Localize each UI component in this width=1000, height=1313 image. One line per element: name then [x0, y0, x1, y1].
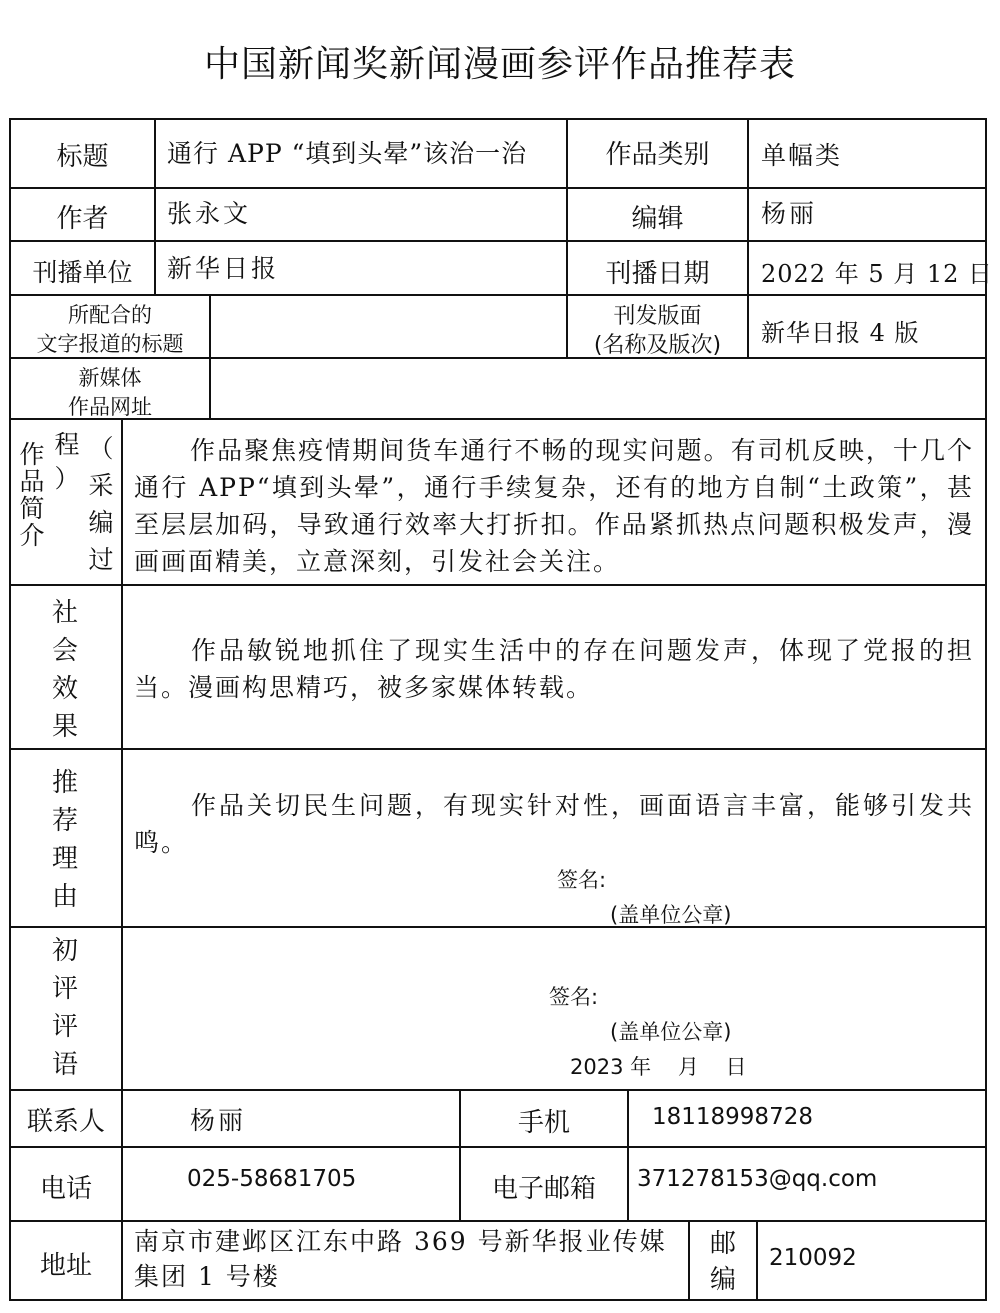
- value-editor: 杨丽: [761, 199, 818, 228]
- col-divider: [747, 118, 749, 357]
- row-divider: [9, 294, 987, 296]
- value-publisher: 新华日报: [167, 254, 280, 283]
- col-divider: [627, 1089, 629, 1220]
- col-divider: [154, 118, 156, 294]
- col-divider: [209, 294, 211, 418]
- label-contact: 联系人: [26, 1107, 105, 1137]
- label-phone: 电话: [39, 1174, 92, 1204]
- label-related-title-l2: 文字报道的标题: [36, 332, 184, 356]
- value-author: 张永文: [167, 199, 252, 228]
- reason-seal: (盖单位公章): [610, 903, 732, 927]
- comment-date: 2023 年 月 日: [570, 1055, 747, 1079]
- col-divider: [756, 1220, 758, 1301]
- label-author: 作者: [56, 204, 109, 234]
- value-pub-date: 2022 年 5 月 12 日: [761, 260, 994, 288]
- row-divider: [9, 1146, 987, 1148]
- row-divider: [9, 1220, 987, 1222]
- table-border-right: [985, 118, 987, 1301]
- comment-signature: 签名:: [549, 985, 599, 1009]
- value-headline: 通行 APP “填到头晕”该治一治: [167, 139, 528, 168]
- label-intro-col3: （ 采 编 过: [88, 434, 114, 574]
- value-postcode: 210092: [769, 1245, 857, 1271]
- value-intro: 作品聚焦疫情期间货车通行不畅的现实问题。有司机反映，十几个通行 APP“填到头晕”，通行手续复杂，还有的地方自制“土政策”，甚至层层加码，导致通行效率大打折扣。作品紧抓热点问题积极发声，漫画画面精美，立意深刻，引发社会关注。: [134, 436, 974, 576]
- label-email: 电子邮箱: [491, 1174, 596, 1204]
- value-phone: 025-58681705: [187, 1166, 357, 1192]
- value-email: 371278153@qq.com: [637, 1166, 878, 1192]
- label-address: 地址: [39, 1251, 92, 1281]
- label-related-title-l1: 所配合的: [68, 303, 152, 327]
- label-reason: 推 荐 理 由: [51, 768, 78, 912]
- label-intro-col2: 程 ）: [54, 430, 80, 493]
- label-headline: 标题: [56, 142, 109, 172]
- row-divider: [9, 748, 987, 750]
- value-page: 新华日报 4 版: [761, 319, 920, 347]
- label-pub-date: 刊播日期: [605, 259, 710, 289]
- label-intro-col1: 作 品 简 介: [19, 440, 45, 550]
- label-social-effect: 社 会 效 果: [51, 598, 78, 742]
- label-initial-comment: 初 评 评 语: [51, 936, 78, 1080]
- label-editor: 编辑: [631, 204, 684, 234]
- value-address: 南京市建邺区江东中路 369 号新华报业传媒集团 1 号楼: [134, 1227, 667, 1291]
- value-mobile: 18118998728: [652, 1104, 813, 1130]
- row-divider: [9, 926, 987, 928]
- table-border-bottom: [9, 1299, 987, 1301]
- label-publisher: 刊播单位: [32, 258, 133, 287]
- value-contact: 杨丽: [190, 1106, 247, 1135]
- comment-seal: (盖单位公章): [610, 1020, 732, 1044]
- form-title: 中国新闻奖新闻漫画参评作品推荐表: [203, 44, 796, 85]
- label-newmedia-l1: 新媒体: [78, 366, 142, 390]
- col-divider: [121, 418, 123, 1146]
- reason-signature: 签名:: [557, 868, 607, 892]
- label-page-l2: (名称及版次): [593, 333, 722, 358]
- row-divider: [9, 584, 987, 586]
- label-page-l1: 刊发版面: [613, 304, 702, 329]
- label-mobile: 手机: [517, 1108, 570, 1138]
- value-category: 单幅类: [761, 141, 843, 170]
- label-postcode: 邮 编: [709, 1229, 736, 1295]
- value-social-effect: 作品敏锐地抓住了现实生活中的存在问题发声，体现了党报的担当。漫画构思精巧，被多家媒体转载。: [134, 636, 974, 702]
- value-reason: 作品关切民生问题，有现实针对性，画面语言丰富，能够引发共鸣。: [134, 791, 974, 857]
- row-divider: [9, 1089, 987, 1091]
- label-category: 作品类别: [605, 140, 710, 170]
- label-newmedia-l2: 作品网址: [68, 395, 152, 419]
- col-divider: [121, 1146, 123, 1301]
